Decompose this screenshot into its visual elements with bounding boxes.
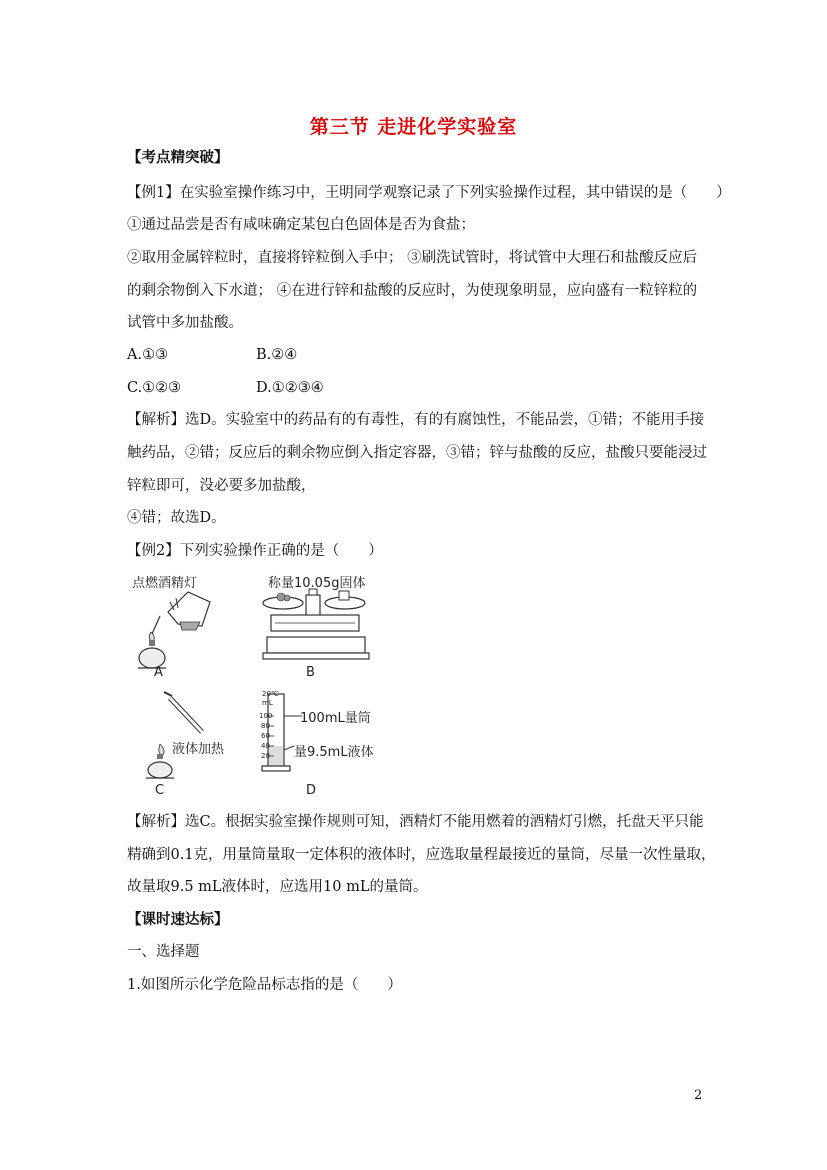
section-heading-kaodian: 【考点精突破】 [127, 150, 229, 166]
figure-a-caption: 点燃酒精灯 [132, 576, 198, 591]
figure-d-unit: mL [262, 699, 273, 707]
example1-analysis-line1: 【解析】选D。实验室中的药品有的有毒性，有的有腐蚀性，不能品尝，①错；不能用手接 [127, 412, 705, 428]
example1-line1: ①通过品尝是否有咸味确定某包白色固体是否为食盐； [127, 217, 475, 233]
figure-d-label-cylinder: 100mL量筒 [300, 711, 371, 726]
example1-analysis-line4: ④错；故选D。 [127, 510, 226, 526]
figure-c-caption: 液体加热 [172, 742, 225, 757]
figure-d-temp: 20℃ [262, 690, 279, 698]
example1-option-b: B.②④ [256, 347, 298, 363]
figure-d-tick: 40 [261, 742, 270, 750]
figure-d-tick: 100 [259, 712, 273, 720]
figure-d-tick: 20 [261, 752, 270, 760]
question-1: 1.如图所示化学危险品标志指的是（ ） [127, 977, 402, 993]
example2-stem: 【例2】下列实验操作正确的是（ ） [127, 543, 383, 559]
example1-line2: ②取用金属锌粒时，直接将锌粒倒入手中； ③刷洗试管时，将试管中大理石和盐酸反应后 [127, 250, 698, 266]
example1-option-c: C.①②③ [127, 380, 182, 396]
example1-analysis-line3: 锌粒即可，没必要多加盐酸， [127, 478, 316, 494]
section-heading-choice: 一、选择题 [127, 944, 200, 960]
figure-c-letter: C [155, 783, 165, 798]
example1-analysis-line2: 触药品，②错；反应后的剩余物应倒入指定容器，③错；锌与盐酸的反应，盐酸只要能浸过 [127, 445, 707, 461]
figure-d-letter: D [306, 783, 317, 798]
section-heading-keshi: 【课时速达标】 [127, 912, 229, 928]
figure-b-caption: 称量10.05g固体 [268, 576, 366, 591]
example1-line3: 的剩余物倒入下水道； ④在进行锌和盐酸的反应时，为使现象明显，应向盛有一粒锌粒的 [127, 283, 698, 299]
figure-d-tick: 80 [261, 722, 270, 730]
figure-b-letter: B [306, 665, 315, 680]
example1-line4: 试管中多加盐酸。 [127, 315, 243, 331]
figure-c-heating [140, 690, 210, 780]
example2-analysis-line3: 故量取9.5 mL液体时，应选用10 mL的量筒。 [127, 879, 428, 895]
example2-analysis-line1: 【解析】选C。根据实验室操作规则可知，酒精灯不能用燃着的酒精灯引燃，托盘天平只能 [127, 814, 704, 830]
example2-analysis-line2: 精确到0.1克，用量筒量取一定体积的液体时，应选取量程最接近的量筒，尽量一次性量取， [127, 847, 716, 863]
example1-option-a: A.①③ [127, 347, 169, 363]
figure-a-letter: A [154, 665, 163, 680]
example1-stem: 【例1】在实验室操作练习中，王明同学观察记录了下列实验操作过程，其中错误的是（ ） [127, 185, 731, 201]
page-title: 第三节 走进化学实验室 [309, 116, 518, 138]
figure-d-tick: 60 [261, 732, 270, 740]
page-number: 2 [694, 1088, 703, 1103]
figure-b-balance [255, 585, 375, 665]
figure-d-label-volume: 量9.5mL液体 [294, 745, 374, 760]
example1-option-d: D.①②③④ [256, 380, 324, 396]
